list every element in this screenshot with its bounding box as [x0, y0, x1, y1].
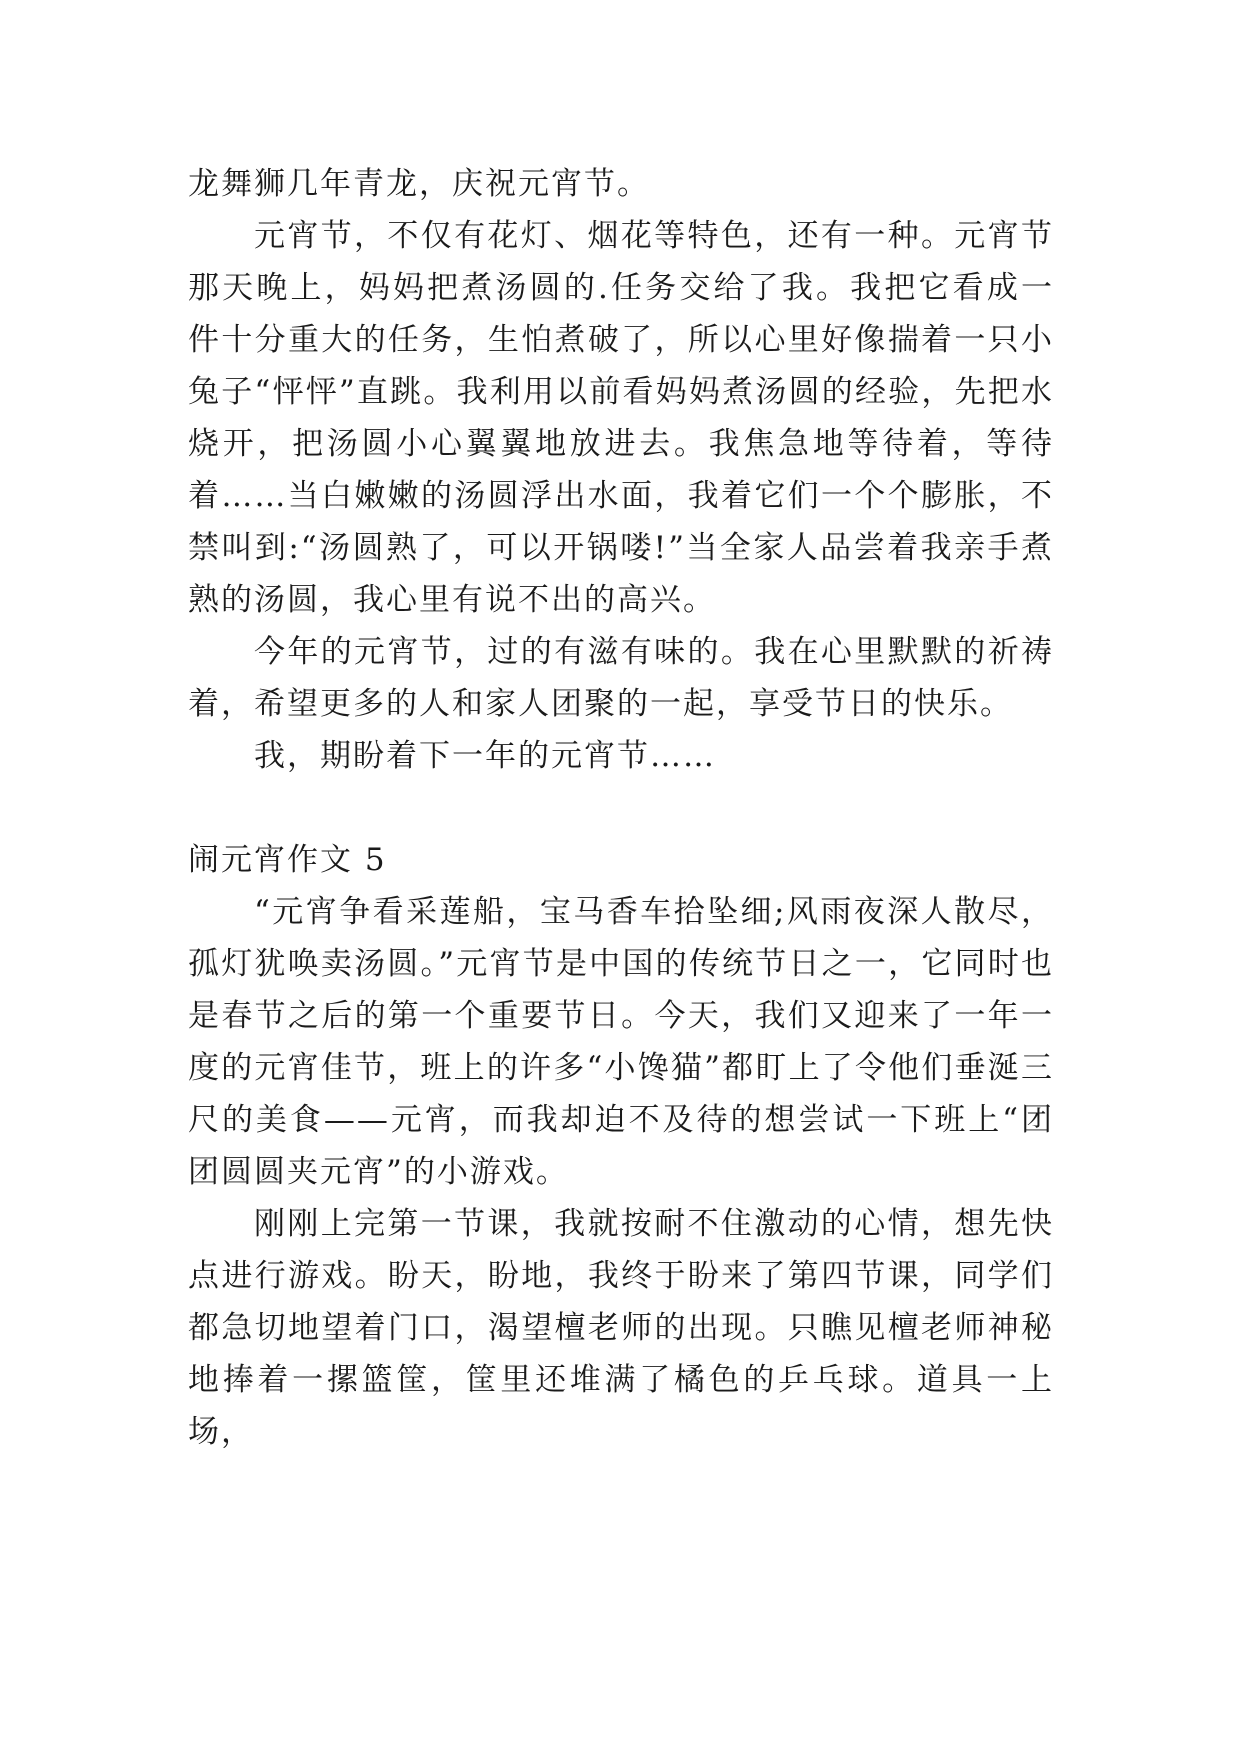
- paragraph: 刚刚上完第一节课，我就按耐不住激动的心情，想先快点进行游戏。盼天，盼地，我终于盼来了第四节课，同学们都急切地望着门口，渴望檀老师的出现。只瞧见檀老师神秘地捧着一摞篮筐，筐里还堆满了橘色的乒乓球。道具一上场，: [188, 1206, 1054, 1450]
- paragraph: 我，期盼着下一年的元宵节……: [254, 738, 716, 774]
- paragraph: 元宵节，不仅有花灯、烟花等特色，还有一种。元宵节那天晚上，妈妈把煮汤圆的.任务交给了我。我把它看成一件十分重大的任务，生怕煮破了，所以心里好像揣着一只小兔子“怦怦”直跳。我利用以前看妈妈煮汤圆的经验，先把水烧开，把汤圆小心翼翼地放进去。我焦急地等待着，等待着……当白嫩嫩的汤圆浮出水面，我着它们一个个膨胀，不禁叫到:“汤圆熟了，可以开锅喽!”当全家人品尝着我亲手煮熟的汤圆，我心里有说不出的高兴。: [188, 218, 1054, 618]
- paragraph: 今年的元宵节，过的有滋有味的。我在心里默默的祈祷着，希望更多的人和家人团聚的一起，享受节日的快乐。: [188, 634, 1054, 722]
- section-title: 闹元宵作文 5: [188, 842, 387, 878]
- paragraph: “元宵争看采莲船，宝马香车拾坠细;风雨夜深人散尽，孤灯犹唤卖汤圆。”元宵节是中国的传统节日之一，它同时也是春节之后的第一个重要节日。今天，我们又迎来了一年一度的元宵佳节，班上的许多“小馋猫”都盯上了令他们垂涎三尺的美食——元宵，而我却迫不及待的想尝试一下班上“团团圆圆夹元宵”的小游戏。: [188, 894, 1054, 1190]
- document-body: [188, 158, 1054, 1458]
- paragraph-continuation: 龙舞狮几年青龙，庆祝元宵节。: [188, 166, 650, 202]
